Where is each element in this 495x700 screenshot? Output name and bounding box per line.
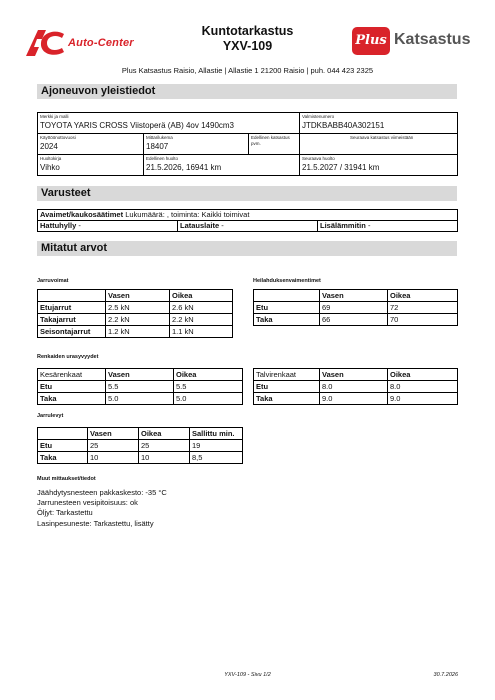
table-header [254,290,320,302]
charger-value: - [221,221,224,230]
table-cell: 8.0 [388,381,458,393]
table-row [38,302,233,314]
table-row [38,440,243,452]
odometer-label: Mittarilukema [146,135,173,140]
info-cell-first-use [38,134,144,155]
footer-date: 30.7.2026 [433,672,458,678]
vin-value: JTDKBABB40A302151 [302,121,385,130]
section-heading-equipment: Varusteet [37,186,457,201]
table-header-row [38,369,243,381]
table-header: Vasen [106,290,170,302]
table-row [38,381,243,393]
table-cell: 72 [388,302,458,314]
table-cell: 66 [320,314,388,326]
table-header-row [38,290,233,302]
info-cell-make [38,113,300,134]
brakes-title: Jarruvoimat [37,278,69,284]
table-row [254,302,458,314]
next-inspection-label: Seuraava katsastus viimeistään [350,135,414,140]
table-header: Vasen [320,290,388,302]
info-row [38,113,458,134]
table-cell: 5.5 [106,381,174,393]
charger-cell [178,221,318,232]
footer-page-number: YXV-109 - Sivu 1/2 [224,672,271,678]
report-title-text: Kuntotarkastus [201,24,294,38]
table-cell: 9.0 [388,393,458,405]
other-line: Jarrunesteen vesipitoisuus: ok [37,498,138,508]
info-cell-odometer [144,134,249,155]
equipment-row [38,210,458,221]
shelf-label: Hattuhylly [40,221,77,230]
table-cell: Etu [254,302,320,314]
shelf-cell [38,221,178,232]
first-use-value: 2024 [40,142,58,151]
table-header: Vasen [320,369,388,381]
table-cell: 2.2 kN [170,314,233,326]
equipment-row [38,221,458,232]
info-cell-vin [300,113,458,134]
table-cell: 5.0 [106,393,174,405]
info-cell-next-service [300,155,458,176]
table-cell: Taka [38,393,106,405]
discs-title: Jarrulevyt [37,413,64,419]
table-row [38,452,243,464]
heater-cell [318,221,458,232]
table-header: Sallittu min. [190,428,243,440]
table-cell: 2.6 kN [170,302,233,314]
info-row [38,155,458,176]
heater-value: - [367,221,371,230]
table-cell: Taka [254,393,320,405]
table-cell: Etujarrut [38,302,106,314]
table-row [38,326,233,338]
table-header: Oikea [388,369,458,381]
table-header [38,428,88,440]
table-row [254,381,458,393]
prev-service-value: 21.5.2026, 16941 km [146,163,222,172]
next-service-label: Seuraava huolto [302,156,335,161]
brakes-table [37,289,233,338]
table-header: Kesärenkaat [38,369,106,381]
vehicle-info-table [37,112,458,176]
plus-katsastus-logo [352,27,472,55]
table-header: Oikea [388,290,458,302]
table-cell: 8.0 [320,381,388,393]
section-heading-measurements: Mitatut arvot [37,241,457,256]
table-cell: Etu [254,381,320,393]
next-service-value: 21.5.2027 / 31941 km [302,163,380,172]
table-cell: 1.1 kN [170,326,233,338]
table-header: Oikea [174,369,243,381]
tread-title: Renkaiden urasyvyydet [37,354,99,360]
section-heading-general: Ajoneuvon yleistiedot [37,84,457,99]
table-cell: 1.2 kN [106,326,170,338]
table-cell: 10 [88,452,139,464]
table-cell: Taka [254,314,320,326]
table-header [38,290,106,302]
table-cell: 70 [388,314,458,326]
table-cell: 9.0 [320,393,388,405]
other-line: Öljyt: Tarkastettu [37,508,93,518]
keys-cell [38,210,458,221]
first-use-label: Käyttöönottovuosi [40,135,76,140]
shelf-value: - [78,221,81,230]
table-cell: 10 [139,452,190,464]
table-row [254,393,458,405]
license-plate: YXV-109 [222,39,273,53]
info-row [38,134,458,155]
winter-tyres-table [253,368,458,405]
info-cell-prev-inspection [249,134,300,155]
prev-service-label: Edellinen huolto [146,156,179,161]
service-book-value: Vihko [40,163,60,172]
table-header: Vasen [106,369,174,381]
table-header: Vasen [88,428,139,440]
make-value: TOYOTA YARIS CROSS Viistoperä (AB) 4ov 1490cm3 [40,121,235,130]
table-cell: 2.2 kN [106,314,170,326]
table-header: Talvirenkaat [254,369,320,381]
table-cell: 8,5 [190,452,243,464]
table-row [38,314,233,326]
table-cell: 25 [88,440,139,452]
make-label: Merkki ja malli [40,114,69,119]
other-line: Jäähdytysnesteen pakkaskesto: -35 °C [37,488,167,497]
info-cell-prev-service [144,155,300,176]
info-cell-next-inspection [300,134,458,155]
equipment-table [37,209,458,232]
auto-center-logo-mark [26,30,66,56]
other-measurements [37,488,167,529]
auto-center-logo-text: Auto-Center [68,37,134,49]
plus-badge: Plus [352,27,390,55]
table-cell: 5.5 [174,381,243,393]
table-cell: 19 [190,440,243,452]
plus-logo-name: Katsastus [394,31,471,48]
service-book-label: Huoltokirja [40,156,62,161]
table-cell: 5.0 [174,393,243,405]
dampers-table [253,289,458,326]
dampers-title: Heilahduksenvaimentimet [253,278,321,284]
auto-center-logo [26,30,156,56]
table-cell: Etu [38,440,88,452]
table-cell: Seisontajarrut [38,326,106,338]
prev-inspection-label: Edellinen katsastus pvm. [251,135,290,146]
table-cell: Etu [38,381,106,393]
table-row [254,314,458,326]
other-title: Muut mittaukset/tiedot [37,476,96,482]
table-cell: 25 [139,440,190,452]
table-header-row [38,428,243,440]
table-cell: 2.5 kN [106,302,170,314]
charger-label: Latauslaite [180,221,220,230]
vin-label: Valmistenumero [302,114,335,119]
table-row [38,393,243,405]
odometer-value: 18407 [146,142,169,151]
summer-tyres-table [37,368,243,405]
table-cell: 69 [320,302,388,314]
table-header: Oikea [170,290,233,302]
other-line: Lasinpesuneste: Tarkastettu, lisätty [37,518,154,528]
station-address: Plus Katsastus Raisio, Allastie | Allastie 1 21200 Raisio | puh. 044 423 2325 [121,66,374,75]
brake-discs-table [37,427,243,464]
keys-label: Avaimet/kaukosäätimet [40,210,124,219]
table-header-row [254,369,458,381]
table-header-row [254,290,458,302]
table-cell: Takajarrut [38,314,106,326]
info-cell-service-book [38,155,144,176]
keys-value: Lukumäärä: , toiminta: Kaikki toimivat [125,210,250,219]
table-header: Oikea [139,428,190,440]
report-title [160,24,335,54]
table-cell: Taka [38,452,88,464]
heater-label: Lisälämmitin [320,221,366,230]
